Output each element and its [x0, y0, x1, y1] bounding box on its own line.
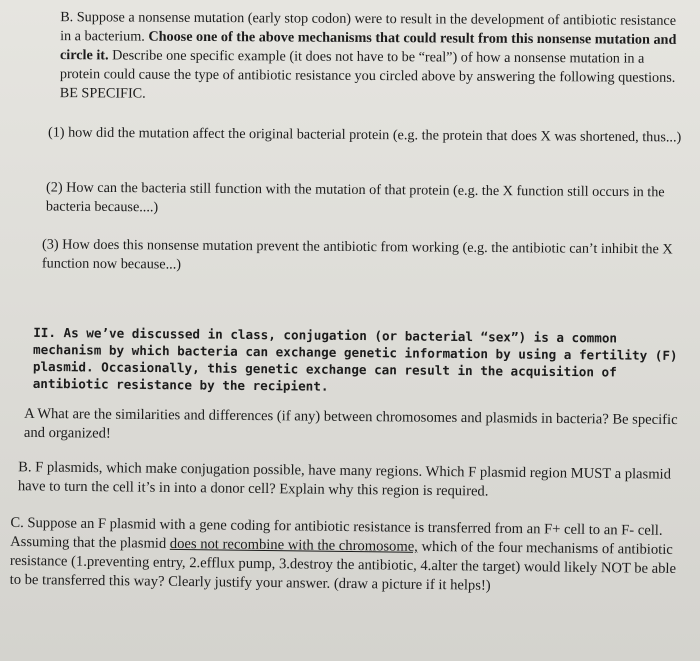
question-a-text: A What are the similarities and differences (if any) between chromosomes and plasmids in bacteria? Be specific and organized!	[23, 405, 678, 442]
question-2	[46, 178, 686, 221]
part-b-intro	[60, 8, 683, 107]
section-ii-intro	[33, 324, 684, 398]
part-b-intro-text-cont: Describe one specific example (it does not have to be “real”) of how a nonsense mutation in a protein could cause the type of antibiotic resistance you circled above by answering the following questions. BE SPECIFIC.	[59, 47, 676, 102]
question-a	[24, 405, 684, 449]
question-3-text: (3) How does this nonsense mutation prevent the antibiotic from working (e.g. the antibiotic can’t inhibit the X function now because...)	[41, 236, 673, 273]
question-c	[10, 514, 686, 598]
question-1	[48, 123, 688, 147]
section-ii-text: II. As we’ve discussed in class, conjugation (or bacterial “sex”) is a common mechanism by which bacteria can exchange genetic information by using a fertility (F) plasmid. Occasionally, this genetic exchange can result in the acquisition of antibiotic resistance by the recipient.	[32, 324, 678, 394]
question-1-text: (1) how did the mutation affect the original bacterial protein (e.g. the protein that does X was shortened, thus...)	[47, 124, 682, 146]
question-b	[18, 458, 683, 504]
question-3	[42, 235, 682, 278]
question-c-text-cont: which of the four mechanisms of antibiotic resistance (1.preventing entry, 2.efflux pump, 3.destroy the antibiotic, 4.alter the target) would likely NOT be able to be transferred this way? Clearly justify your answer. (draw a picture if it helps!)	[9, 538, 677, 594]
part-b-intro-text: B. Suppose a nonsense mutation (early stop codon) were to result in the development of antibiotic resistance in a bacterium.	[60, 9, 677, 45]
part-b-instruction-bold: Choose one of the above mechanisms that could result from this nonsense mutation and circle it.	[59, 28, 677, 64]
question-2-text: (2) How can the bacteria still function with the mutation of that protein (e.g. the X function still occurs in the bacteria because....)	[45, 179, 665, 216]
question-b-text: B. F plasmids, which make conjugation possible, have many regions. Which F plasmid region MUST a plasmid have to turn the cell it’s in into a donor cell? Explain why this region is required.	[17, 459, 672, 500]
question-c-text: C. Suppose an F plasmid with a gene coding for antibiotic resistance is transferred from an F+ cell to an F- cell. Assuming that the plasmid	[10, 514, 663, 552]
question-c-underlined-text: does not recombine with the chromosome,	[169, 535, 418, 555]
